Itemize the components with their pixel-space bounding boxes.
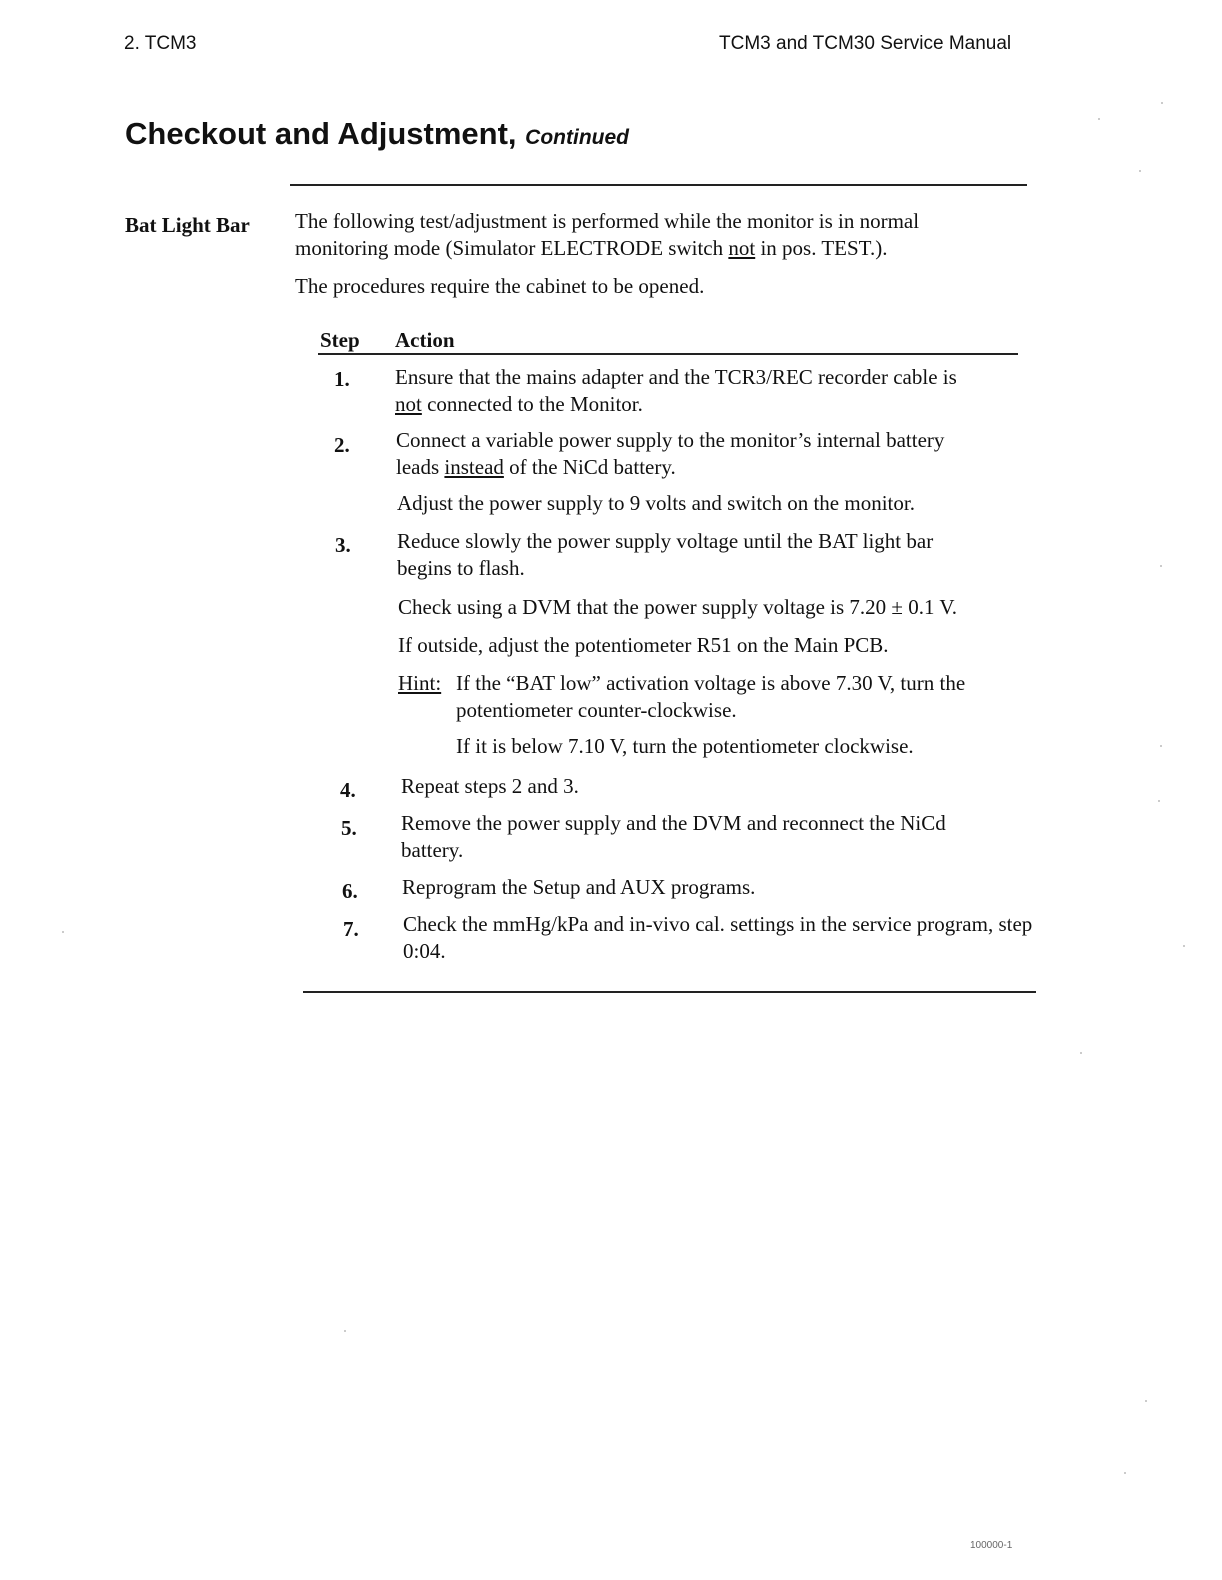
title-continued: Continued — [525, 126, 629, 149]
step-action-line: Connect a variable power supply to the monitor’s internal battery — [396, 428, 945, 452]
title-main: Checkout and Adjustment, — [125, 116, 517, 151]
table-header-rule — [318, 353, 1018, 355]
running-header-left: 2. TCM3 — [124, 33, 197, 54]
scan-speckle — [1160, 745, 1162, 747]
action-column-header: Action — [395, 328, 455, 352]
running-header-right: TCM3 and TCM30 Service Manual — [719, 33, 1012, 54]
step-action-line: Ensure that the mains adapter and the TCR3/REC recorder cable is — [395, 365, 957, 389]
intro-underlined-word: not — [728, 236, 756, 260]
step-action: Remove the power supply and the DVM and reconnect the NiCd battery. — [401, 811, 946, 862]
scan-speckle — [62, 931, 64, 933]
scan-speckle — [1139, 170, 1141, 172]
scan-speckle — [1183, 945, 1185, 947]
scan-speckle — [1145, 1400, 1147, 1402]
step-action-after: of the NiCd battery. — [503, 455, 676, 479]
scan-speckle — [1080, 1052, 1082, 1054]
intro-text-after: in pos. TEST.). — [755, 236, 888, 260]
page-number: 100000-1 — [970, 1540, 1013, 1551]
step-action-after: connected to the Monitor. — [421, 392, 643, 416]
hint-label: Hint: — [398, 671, 442, 695]
step-action: Check the mmHg/kPa and in-vivo cal. settings in the service program, step 0:04. — [403, 912, 1033, 963]
bottom-rule — [303, 991, 1036, 993]
scan-speckle — [1161, 102, 1163, 104]
step-column-header: Step — [320, 328, 360, 352]
hint-text: If it is below 7.10 V, turn the potentiometer clockwise. — [456, 734, 914, 758]
intro-paragraph — [295, 208, 995, 262]
scan-speckle — [344, 1330, 346, 1332]
step-action: Reduce slowly the power supply voltage until the BAT light bar begins to flash. — [397, 529, 934, 580]
intro-text-before: The following test/adjustment is performed while the monitor is in normal monitoring mode (Simulator ELECTRODE switch — [295, 209, 920, 260]
step-number: 2. — [334, 433, 350, 457]
hint-text: If the “BAT low” activation voltage is above 7.30 V, turn the potentiometer counter-clockwise. — [456, 671, 966, 722]
step-underlined-word: instead — [444, 455, 504, 479]
step-number: 7. — [343, 917, 359, 941]
step-action: Repeat steps 2 and 3. — [401, 774, 579, 798]
step-action-before: leads — [396, 455, 445, 479]
step-action-note: Check using a DVM that the power supply voltage is 7.20 ± 0.1 V. — [398, 595, 958, 619]
top-rule — [290, 184, 1027, 186]
scan-speckle — [1158, 800, 1160, 802]
step-number: 4. — [340, 778, 356, 802]
step-number: 5. — [341, 816, 357, 840]
intro-paragraph-2: The procedures require the cabinet to be opened. — [295, 274, 705, 298]
step-action: Reprogram the Setup and AUX programs. — [402, 875, 756, 899]
section-label: Bat Light Bar — [125, 213, 250, 237]
step-action — [396, 427, 1006, 481]
page-title — [125, 116, 629, 152]
step-action — [395, 364, 1005, 418]
step-underlined-word: not — [395, 392, 422, 416]
scan-speckle — [1124, 1472, 1126, 1474]
step-number: 6. — [342, 879, 358, 903]
scan-speckle — [1098, 118, 1100, 120]
step-action-note: If outside, adjust the potentiometer R51 on the Main PCB. — [398, 633, 889, 657]
step-action-note: Adjust the power supply to 9 volts and switch on the monitor. — [397, 491, 915, 515]
step-number: 1. — [334, 367, 350, 391]
step-number: 3. — [335, 533, 351, 557]
scan-speckle — [1160, 565, 1162, 567]
